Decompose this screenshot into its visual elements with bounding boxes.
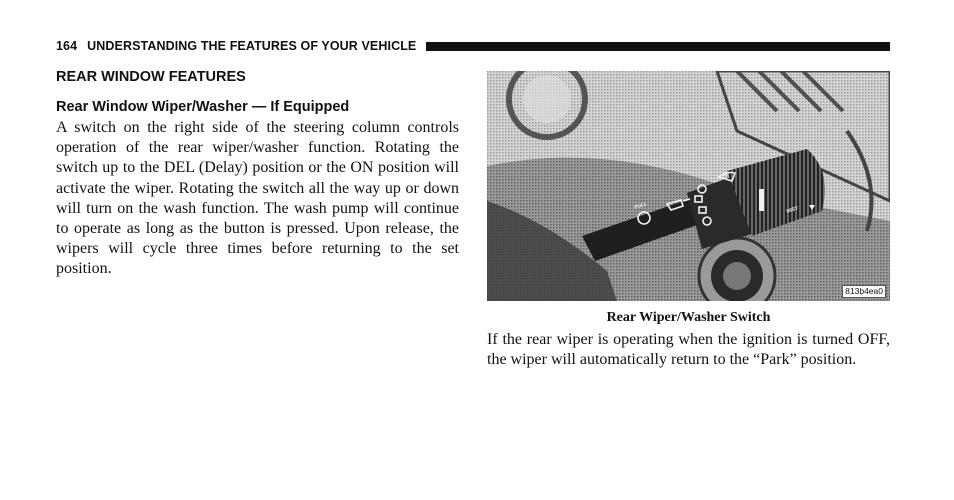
section-title: REAR WINDOW FEATURES	[56, 69, 246, 85]
wiper-switch-figure	[487, 71, 890, 301]
right-column	[487, 71, 890, 370]
header-rule	[426, 42, 890, 51]
page-header	[56, 38, 890, 54]
park-position-paragraph: If the rear wiper is operating when the ignition is turned OFF, the wiper will automatically return to the “Park” position.	[487, 331, 890, 369]
figure-caption: Rear Wiper/Washer Switch	[606, 310, 771, 325]
running-title: UNDERSTANDING THE FEATURES OF YOUR VEHICLE	[87, 39, 417, 53]
wiper-switch-illustration	[487, 71, 890, 301]
subsection-title: Rear Window Wiper/Washer — If Equipped	[56, 99, 350, 115]
figure-code-label: 813b4ea0	[842, 285, 886, 298]
left-column	[56, 66, 459, 280]
wiper-description-paragraph: A switch on the right side of the steering column controls operation of the rear wiper/washer function. Rotating the switch up to the DEL (Delay) position or the ON position will activate the wiper. Rotating the switch all the way up or down will turn on the wash function. The wash pump will continue to operate as long as the button is pressed. Upon release, the wipers will cycle three times before returning to the set position.	[56, 119, 459, 278]
page-number: 164	[56, 39, 78, 53]
mist-label: MIST	[785, 205, 799, 215]
pull-label: PULL	[633, 201, 649, 211]
